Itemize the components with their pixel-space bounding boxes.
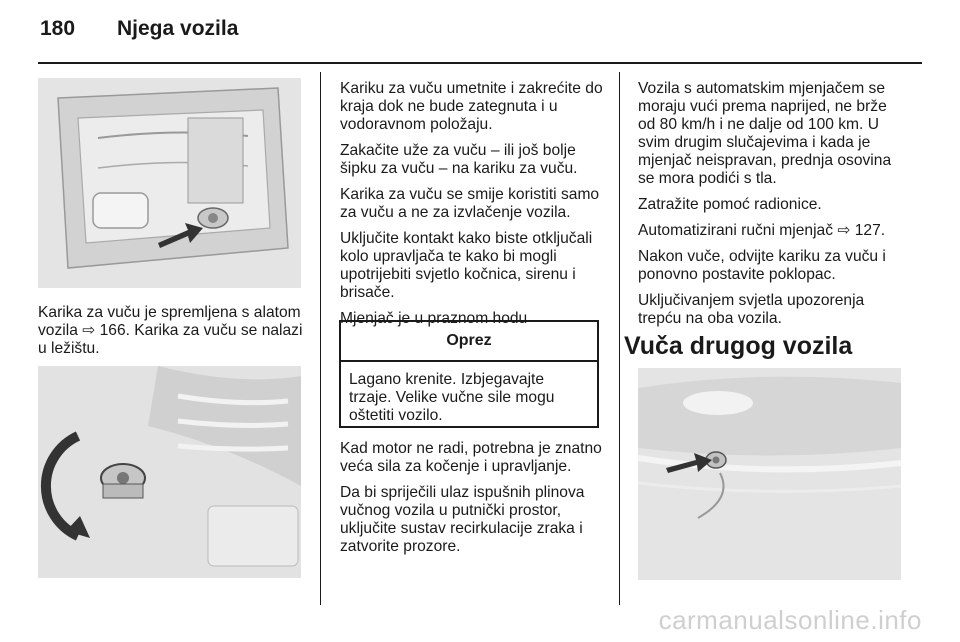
caution-title: Oprez <box>341 322 597 362</box>
paragraph: Zakačite uže za vuču – ili još bolje šipku za vuču – na kariku za vuču. <box>340 142 578 177</box>
paragraph: Zatražite pomoć radionice. <box>638 196 822 213</box>
caution-text: Lagano krenite. Izbjegavajte trzaje. Velike vučne sile mogu oštetiti vozilo. <box>349 371 555 424</box>
paragraph: Nakon vuče, odvijte kariku za vuču i ponovno postavite poklopac. <box>638 248 886 283</box>
paragraph: Karika za vuču se smije koristiti samo za vuču a ne za izvlačenje vozila. <box>340 186 600 221</box>
paragraph: Automatizirani ručni mjenjač ⇨ 127. <box>638 222 886 239</box>
towing-vehicle-illustration <box>638 368 901 580</box>
towing-eye-illustration <box>38 366 301 578</box>
paragraph: Da bi spriječili ulaz ispušnih plinova vučnog vozila u putnički prostor, uključite sustav recirkulacije zraka i zatvorite prozore. <box>340 484 585 555</box>
left-caption <box>38 304 308 366</box>
header-rule <box>38 62 922 64</box>
middle-column-bottom <box>340 440 604 564</box>
paragraph: Uključivanjem svjetla upozorenja trepću na oba vozila. <box>638 292 865 327</box>
middle-column-top <box>340 80 604 336</box>
column-divider-2 <box>619 72 620 605</box>
paragraph: Mjenjač je u praznom hodu <box>340 310 528 327</box>
chapter-title: Njega vozila <box>117 17 239 40</box>
paragraph: Kariku za vuču umetnite i zakrećite do kraja dok ne bude zategnuta i u vodoravnom položaju. <box>340 80 603 133</box>
section-heading: Vuča drugog vozila <box>624 332 853 360</box>
watermark: carmanualsonline.info <box>658 605 922 635</box>
column-divider-1 <box>320 72 321 605</box>
tool-compartment-illustration <box>38 78 301 288</box>
paragraph: Kad motor ne radi, potrebna je znatno veća sila za kočenje i upravljanje. <box>340 440 602 475</box>
right-column <box>638 80 908 336</box>
paragraph: Vozila s automatskim mjenjačem se moraju vući prema naprijed, ne brže od 80 km/h i ne dalje od 100 km. U svim drugim slučajevima i kada je mjenjač neispravan, prednja osovina se mora podići s tla. <box>638 80 892 187</box>
paragraph: Uključite kontakt kako biste otključali kolo upravljača te kako bi mogli upotrijebiti svjetlo kočnica, sirenu i brisače. <box>340 230 593 301</box>
caution-box <box>339 320 599 428</box>
caption-text: Karika za vuču je spremljena s alatom vozila ⇨ 166. Karika za vuču se nalazi u ležištu. <box>38 304 303 357</box>
page-number: 180 <box>40 17 76 40</box>
